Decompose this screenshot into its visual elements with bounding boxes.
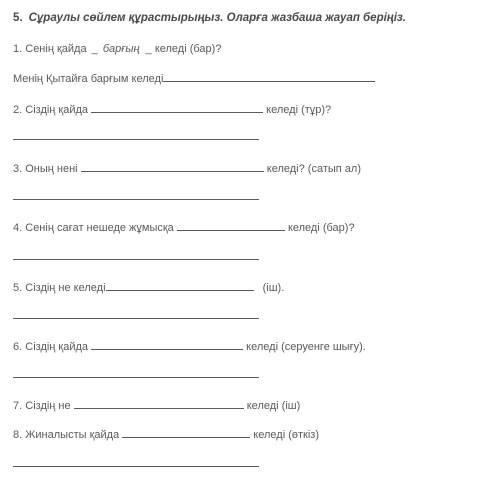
question-blank[interactable]: [106, 280, 254, 291]
question-blank[interactable]: [122, 427, 250, 438]
question-3: [13, 161, 361, 176]
question-prefix: Оның нені: [25, 163, 78, 175]
question-suffix: келеді (өткіз): [253, 429, 319, 441]
question-7: [13, 398, 300, 413]
question-suffix: келеді (бар)?: [287, 222, 355, 234]
question-2: [13, 102, 331, 117]
question-blank[interactable]: [91, 339, 243, 350]
question-blank[interactable]: [177, 220, 285, 231]
question-prefix: Сіздің не: [25, 400, 71, 412]
answer-line-6[interactable]: [13, 377, 259, 378]
question-blank[interactable]: [74, 398, 244, 409]
question-4: [13, 220, 355, 235]
question-number: 4.: [13, 222, 23, 234]
question-prefix: Сіздің қайда: [25, 341, 89, 353]
question-5: [13, 280, 284, 295]
question-6: [13, 339, 366, 354]
answer-line-5[interactable]: [13, 318, 259, 319]
example-answer: [13, 71, 375, 86]
question-prefix: Сіздің не келеді: [25, 282, 106, 294]
question-prefix: Сенің сағат нешеде жұмысқа: [25, 222, 174, 234]
question-1: [13, 42, 221, 56]
example-answer-blank[interactable]: [163, 71, 375, 82]
answer-line-4[interactable]: [13, 259, 259, 260]
question-suffix: келеді (іш): [246, 400, 301, 412]
question-blank[interactable]: [81, 161, 264, 172]
question-number: 8.: [13, 429, 23, 441]
question-number: 7.: [13, 400, 23, 412]
example-answer-text: Менің Қытайға барғым келеді: [13, 73, 164, 85]
question-prefix: Жиналысты қайда: [25, 429, 120, 441]
question-prefix: Сенің қайда: [25, 43, 87, 55]
question-suffix: келеді (бар)?: [154, 43, 222, 55]
question-suffix: (іш).: [262, 282, 285, 294]
answer-line-3[interactable]: [13, 199, 259, 200]
task-text: Сұраулы сөйлем құрастырыңыз. Оларға жазбаша жауап беріңіз.: [28, 12, 406, 24]
question-number: 6.: [13, 341, 23, 353]
answer-line-8[interactable]: [13, 466, 259, 467]
question-number: 1.: [13, 43, 23, 55]
question-blank[interactable]: [91, 102, 263, 113]
question-blank-left: _: [91, 43, 98, 55]
task-number: 5.: [13, 12, 23, 24]
question-blank-right: _: [145, 43, 152, 55]
question-number: 3.: [13, 163, 23, 175]
question-prefix: Сіздің қайда: [25, 104, 89, 116]
question-number: 2.: [13, 104, 23, 116]
question-suffix: келеді (тұр)?: [266, 104, 332, 116]
answer-line-2[interactable]: [13, 139, 259, 140]
example-word: барғың: [102, 43, 140, 55]
question-number: 5.: [13, 282, 23, 294]
question-suffix: келеді (серуенге шығу).: [246, 341, 366, 353]
question-suffix: келеді? (сатып ал): [266, 163, 361, 175]
task-title: [13, 11, 406, 25]
question-8: [13, 427, 319, 442]
